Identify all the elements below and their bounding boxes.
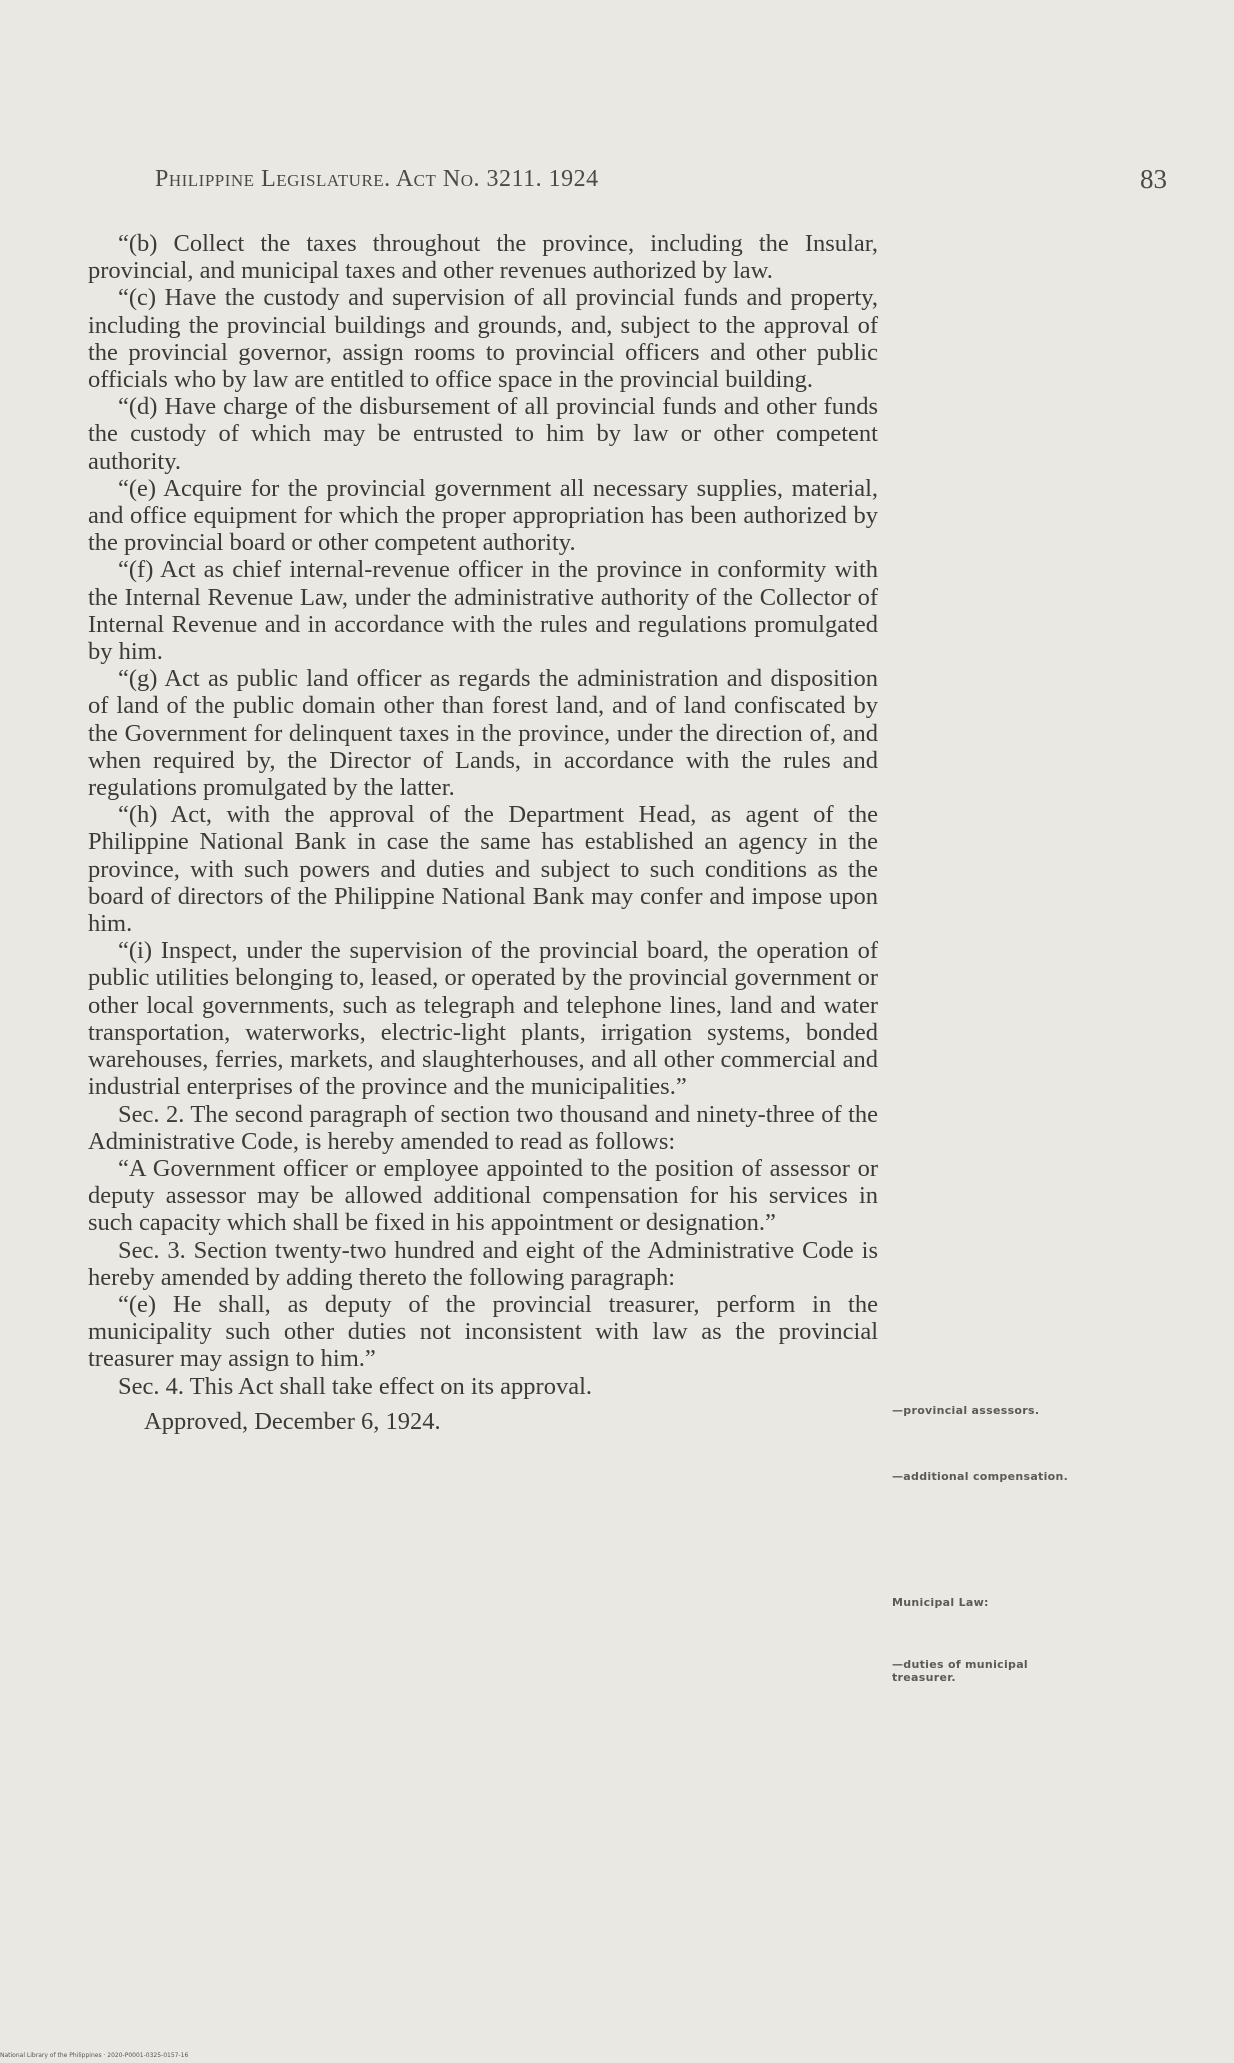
paragraph-e: “(e) Acquire for the provincial government all necessary supplies, material, and office equipment for which the proper appropriation has been authorized by the provincial board or other competent authority.	[88, 474, 878, 557]
paragraph-i: “(i) Inspect, under the supervision of the provincial board, the operation of public utilities belonging to, leased, or operated by the provincial government or other local governments, such as telegraph and telephone lines, land and water transportation, waterworks, electric-light plants, irrigation systems, bonded warehouses, ferries, markets, and slaughterhouses, and all other commercial and industrial enterprises of the province and the municipalities.”	[88, 937, 878, 1101]
section-3: Sec. 3. Section twenty-two hundred and eight of the Administrative Code is hereby amended by adding thereto the following paragraph:	[88, 1236, 878, 1291]
paragraph-b: “(b) Collect the taxes throughout the province, including the Insular, provincial, and municipal taxes and other revenues authorized by law.	[88, 230, 878, 285]
paragraph-h: “(h) Act, with the approval of the Department Head, as agent of the Philippine National Bank in case the same has established an agency in the province, with such powers and duties and subject to such conditions as the board of directors of the Philippine National Bank may confer and impose upon him.	[88, 801, 878, 938]
margin-note-additional-compensation: —additional compensation.	[892, 1470, 1069, 1483]
section-2-text: “A Government officer or employee appointed to the position of assessor or deputy assessor may be allowed additional compensation for his services in such capacity which shall be fixed in his appointment or designation.”	[88, 1154, 878, 1237]
paragraph-g: “(g) Act as public land officer as regards the administration and disposition of land of the public domain other than forest land, and of land confiscated by the Government for delinquent taxes in the province, under the direction of, and when required by, the Director of Lands, in accordance with the rules and regulations promulgated by the latter.	[88, 665, 878, 802]
paragraph-d: “(d) Have charge of the disbursement of all provincial funds and other funds the custody of which may be entrusted to him by law or other competent authority.	[88, 393, 878, 475]
paragraph-c: “(c) Have the custody and supervision of all provincial funds and property, including the provincial buildings and grounds, and, subject to the approval of the provincial governor, assign rooms to provincial officers and other public officials who by law are entitled to office space in the provincial building.	[88, 284, 878, 394]
margin-note-municipal-law: Municipal Law:	[892, 1596, 989, 1609]
approval-line: Approved, December 6, 1924.	[144, 1407, 441, 1435]
page-number: 83	[1140, 164, 1167, 194]
running-title: Philippine Legislature. Act No. 3211. 1924	[155, 166, 599, 192]
footer-credit: National Library of the Philippines · 2020-P0001-0325-0157-16	[0, 2052, 189, 2059]
section-4: Sec. 4. This Act shall take effect on its approval.	[118, 1372, 593, 1400]
margin-note-provincial-assessors: —provincial assessors.	[892, 1404, 1040, 1417]
paragraph-f: “(f) Act as chief internal-revenue officer in the province in conformity with the Internal Revenue Law, under the administrative authority of the Collector of Internal Revenue and in accordance with the rules and regulations promulgated by him.	[88, 556, 878, 666]
section-3-text: “(e) He shall, as deputy of the provincial treasurer, perform in the municipality such other duties not inconsistent with law as the provincial treasurer may assign to him.”	[88, 1290, 878, 1373]
document-body	[88, 230, 878, 1435]
section-2: Sec. 2. The second paragraph of section two thousand and ninety-three of the Administrative Code, is hereby amended to read as follows:	[88, 1100, 878, 1155]
margin-note-duties-municipal-treasurer: —duties of municipal treasurer.	[892, 1658, 1028, 1684]
